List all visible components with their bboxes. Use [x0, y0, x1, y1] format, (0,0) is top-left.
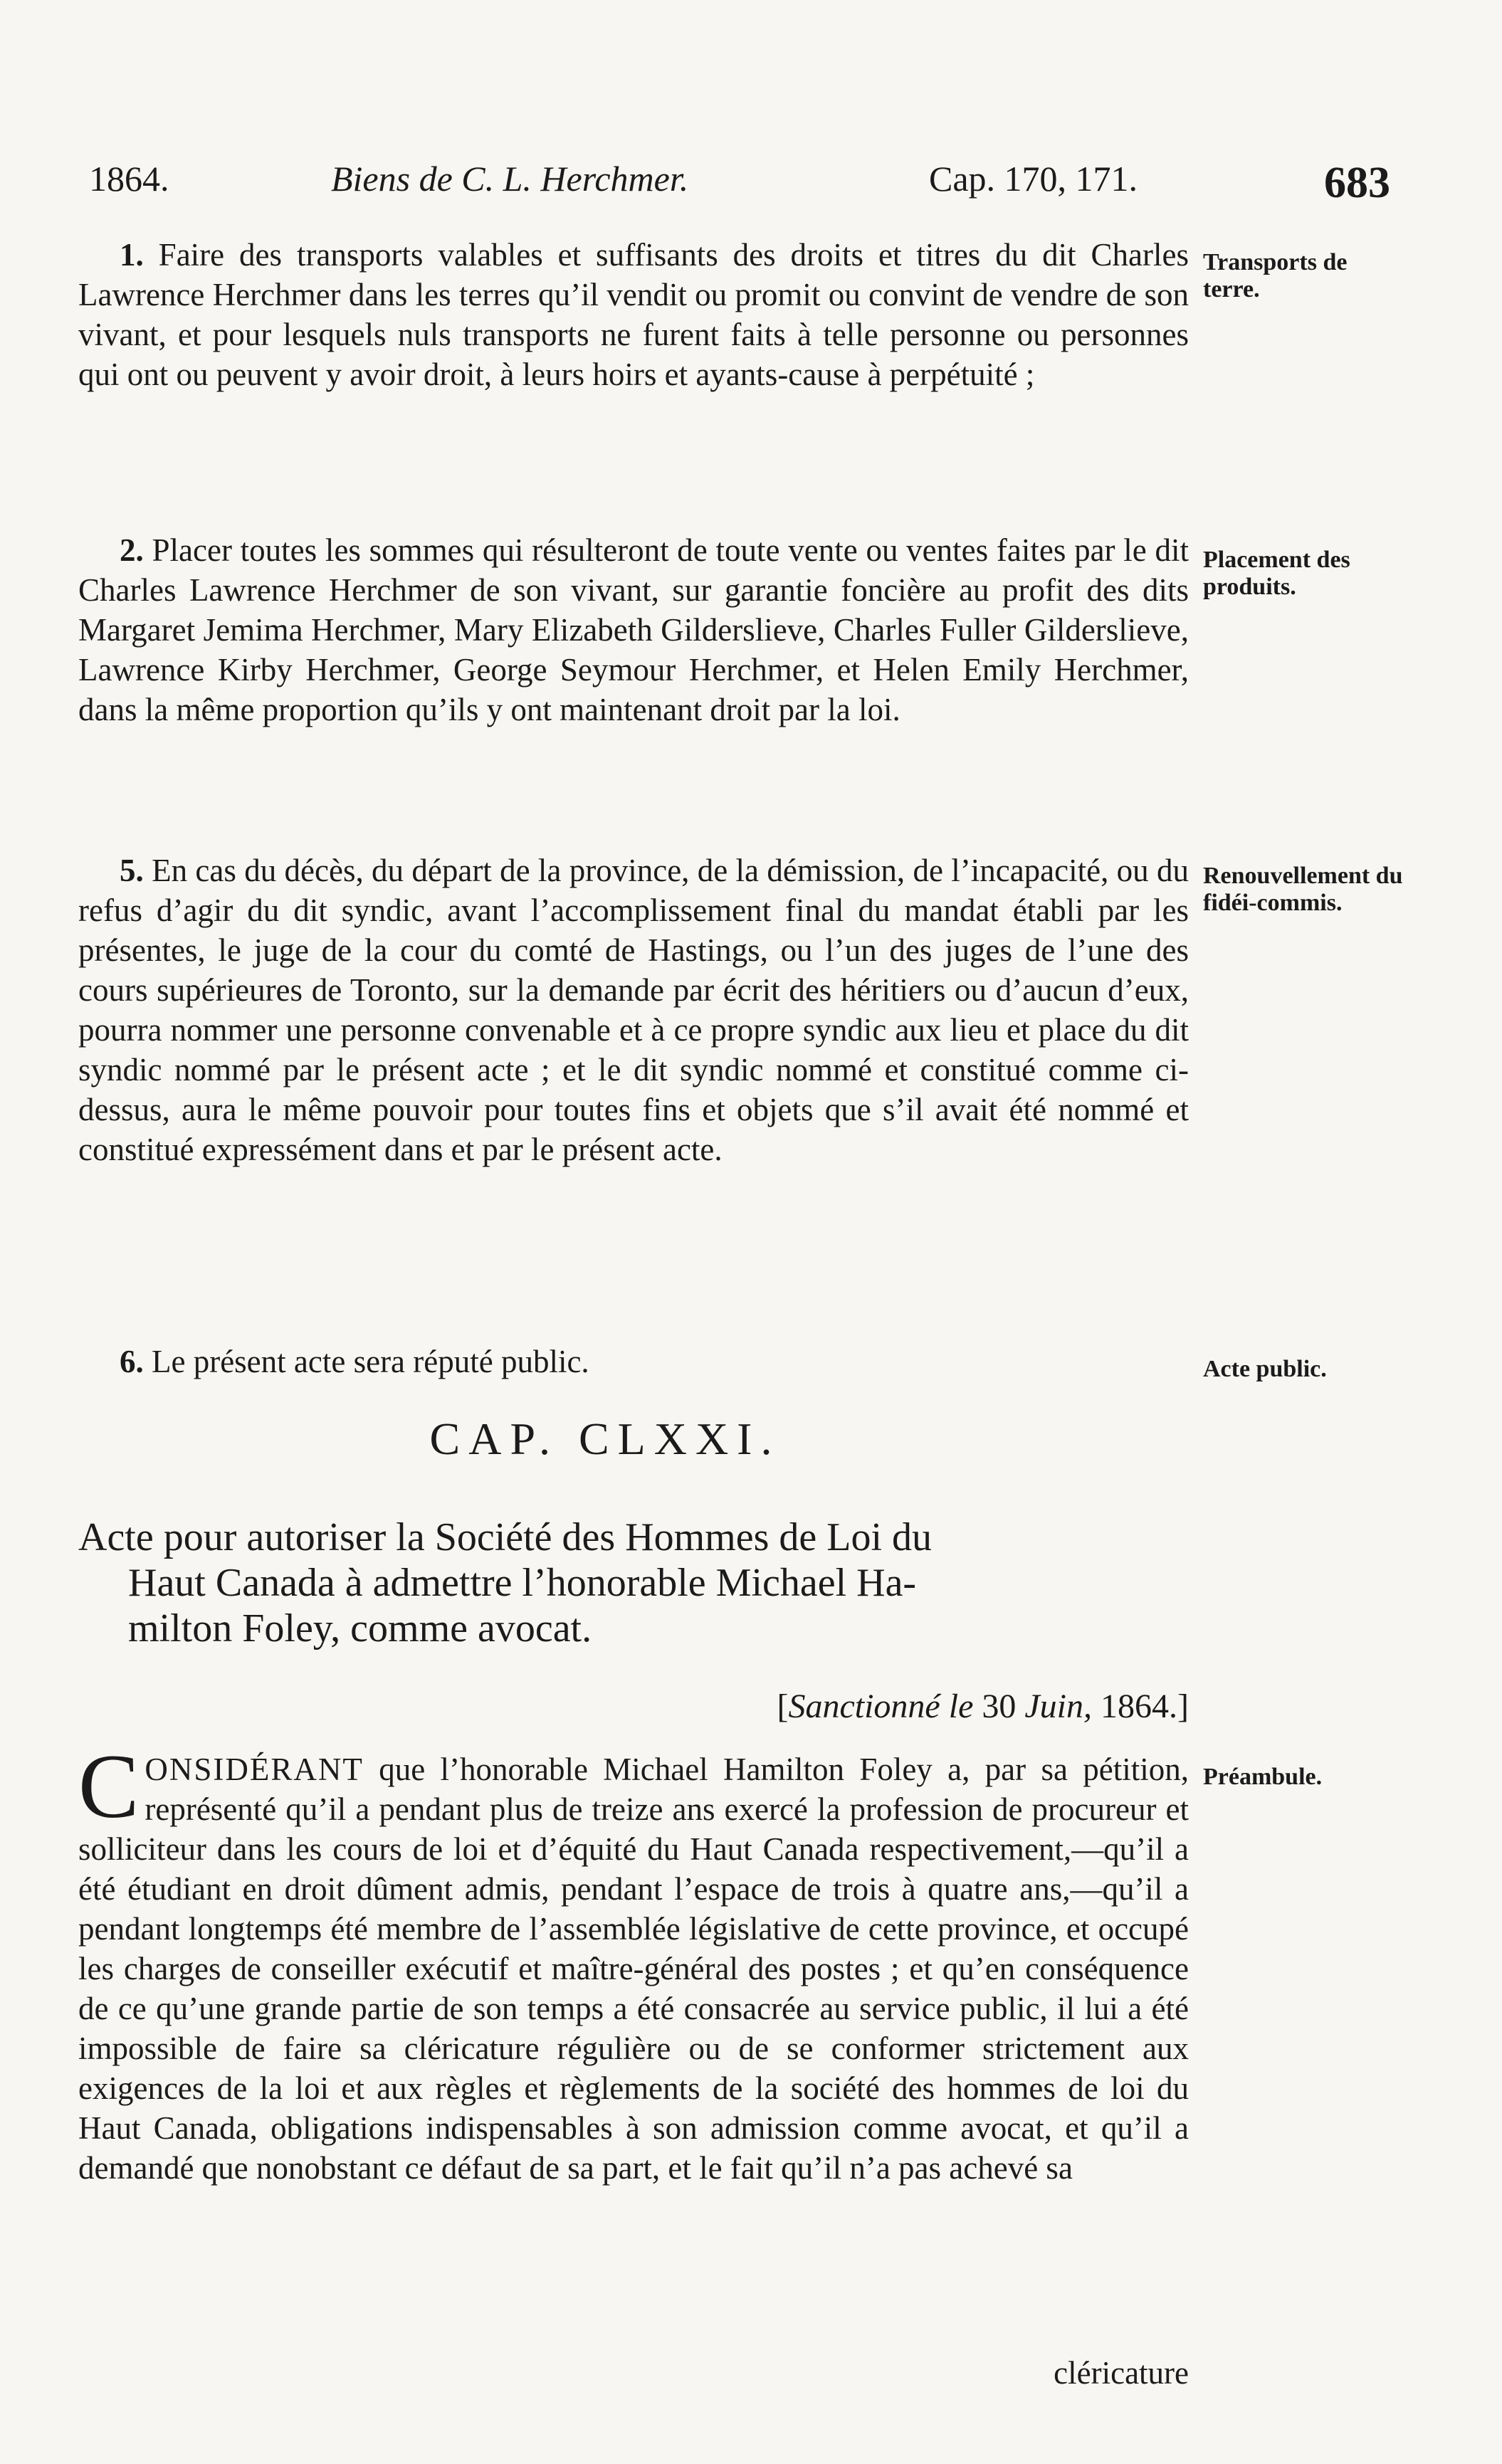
chapter-heading: CAP. CLXXI. — [429, 1413, 781, 1464]
sanction-date: [Sanctionné le 30 Juin, 1864.] — [777, 1688, 1189, 1725]
margin-note-placement: Placement des produits. — [1203, 547, 1350, 600]
section-1 — [78, 235, 1189, 394]
section-text: En cas du décès, du départ de la province, de la démission, de l’incapacité, ou du refus d’agir du dit syndic, avant l’accomplissement final du mandat établi par les présentes, le juge de la cour du comté de Hastings, ou l’un des juges de l’une des cours supérieures de Toronto, sur la demande par écrit des héritiers ou d’aucun d’eux, pourra nommer une personne convenable et à ce propre syndic aux lieu et place du dit syndic nommé par le présent acte ; et le dit syndic nommé et constitué comme ci-dessus, aura le même pouvoir pour toutes fins et objets que s’il avait été nommé et constitué expressément dans et par le présent acte. — [78, 853, 1189, 1167]
preamble-catchword: cléricature — [1054, 2355, 1189, 2391]
page-number: 683 — [1324, 159, 1390, 207]
section-5 — [78, 851, 1189, 1169]
section-number: 6. — [120, 1344, 144, 1379]
section-number: 2. — [120, 532, 144, 568]
margin-note-preambule: Préambule. — [1203, 1764, 1323, 1790]
section-number: 5. — [120, 853, 144, 888]
margin-note-acte-public: Acte public. — [1203, 1356, 1327, 1382]
section-text: Le présent acte sera réputé public. — [152, 1344, 589, 1379]
drop-cap: C — [78, 1736, 140, 1837]
header-chapter: Cap. 170, 171. — [929, 159, 1138, 199]
section-6 — [78, 1342, 1189, 1381]
margin-note-renouvellement: Renouvellement du fidéi-commis. — [1203, 863, 1403, 916]
preamble — [78, 1736, 1189, 2188]
act-title-line: milton Foley, comme avocat. — [128, 1606, 592, 1650]
section-text: Faire des transports valables et suffisants des droits et titres du dit Charles Lawrence Herchmer dans les terres qu’il vendit ou promit ou convint de vendre de son vivant, et pour lesquels nuls transports ne furent faits à telle personne ou personnes qui ont ou peuvent y avoir droit, à leurs hoirs et ayants-cause à perpétuité ; — [78, 237, 1189, 392]
section-text: Placer toutes les sommes qui résulteront de toute vente ou ventes faites par le dit Charles Lawrence Herchmer de son vivant, sur garantie foncière au profit des dits Margaret Jemima Herchmer, Mary Elizabeth Gilderslieve, Charles Fuller Gilderslieve, Lawrence Kirby Herchmer, George Seymour Herchmer, et Helen Emily Herchmer, dans la même proportion qu’ils y ont maintenant droit par la loi. — [78, 532, 1189, 727]
running-header — [89, 158, 1420, 215]
preamble-lead: ONSIDÉRANT — [145, 1752, 364, 1787]
preamble-text: que l’honorable Michael Hamilton Foley a, par sa pétition, représenté qu’il a pendant plus de treize ans exercé la profession de procureur et solliciteur dans les cours de loi et d’équité du Haut Canada respectivement,—qu’il a été étudiant en droit dûment admis, pendant l’espace de trois à quatre ans,—qu’il a pendant longtemps été membre de l’assemblée législative de cette province, et occupé les charges de conseiller exécutif et maître-général des postes ; et qu’en conséquence de ce qu’une grande partie de son temps a été consacrée au service public, il lui a été impossible de faire sa cléricature régulière ou de se conformer strictement aux exigences de la loi et aux règles et règlements de la société des hommes de loi du Haut Canada, obligations indispensables à son admission comme avocat, et qu’il a demandé que nonobstant ce défaut de sa part, et le fait qu’il n’a pas achevé sa — [78, 1752, 1189, 2186]
act-title-line: Acte pour autoriser la Société des Hommes de Loi du — [78, 1515, 932, 1559]
act-title — [78, 1515, 1189, 1651]
section-2 — [78, 530, 1189, 730]
header-year: 1864. — [89, 159, 169, 199]
margin-note-transports: Transports de terre. — [1203, 249, 1348, 302]
act-title-line: Haut Canada à admettre l’honorable Michael Ha- — [128, 1561, 917, 1605]
header-title: Biens de C. L. Herchmer. — [331, 159, 689, 199]
section-number: 1. — [120, 237, 144, 273]
